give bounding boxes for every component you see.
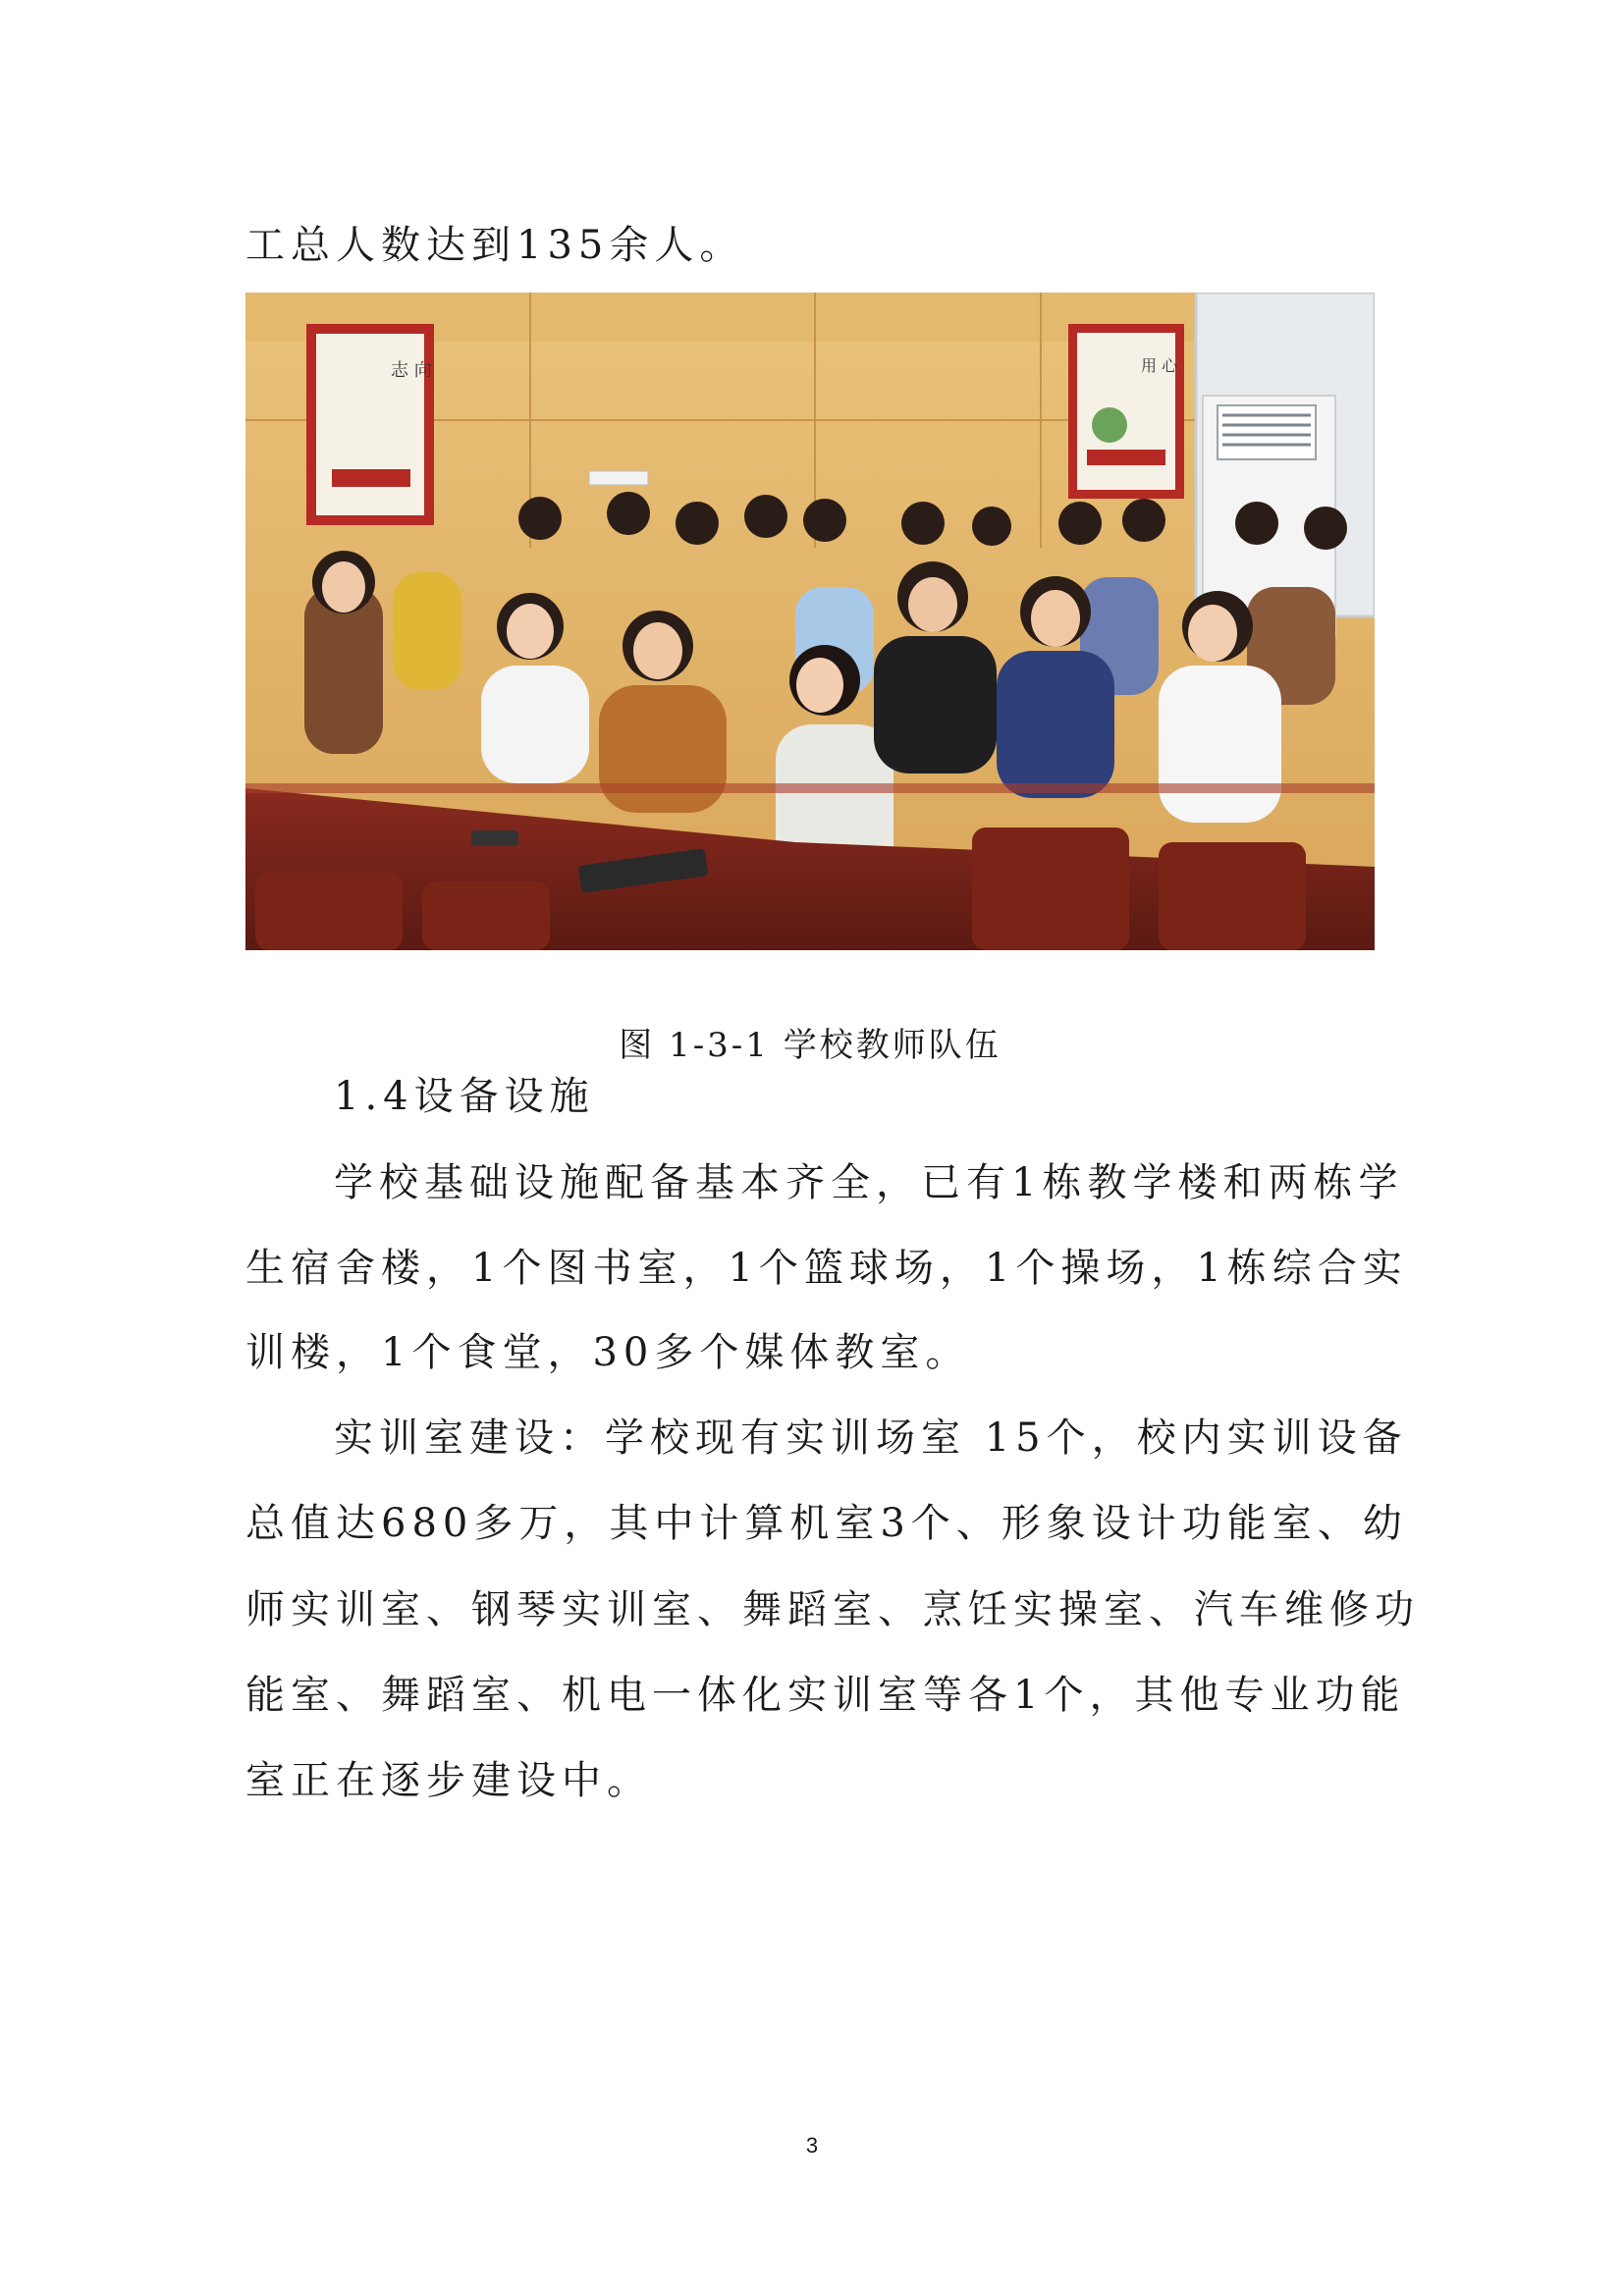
intro-line: 工总人数达到135余人。	[245, 223, 745, 268]
paragraph-line: 训楼，1个食堂，30多个媒体教室。	[245, 1330, 971, 1375]
paragraph-line: 总值达680多万，其中计算机室3个、形象设计功能室、幼	[245, 1501, 1408, 1546]
paragraph-line: 生宿舍楼，1个图书室，1个篮球场，1个操场，1栋综合实	[245, 1246, 1408, 1291]
paragraph-line: 师实训室、钢琴实训室、舞蹈室、烹饪实操室、汽车维修功	[245, 1587, 1420, 1632]
figure-caption: 图 1-3-1 学校教师队伍	[619, 1026, 1001, 1065]
paragraph-line: 学校基础设施配备基本齐全，已有1栋教学楼和两栋学	[334, 1160, 1404, 1205]
teacher-team-photo	[245, 293, 1375, 950]
poster-right-text: 用 心	[1141, 356, 1178, 375]
paragraph-line: 室正在逐步建设中。	[245, 1758, 652, 1803]
paragraph-line: 能室、舞蹈室、机电一体化实训室等各1个，其他专业功能	[245, 1673, 1406, 1718]
paragraph-line: 实训室建设：学校现有实训场室 15个，校内实训设备	[334, 1415, 1408, 1461]
section-heading: 1.4设备设施	[334, 1074, 595, 1119]
page-number: 3	[805, 2133, 819, 2158]
poster-left-text: 志 向	[391, 360, 432, 381]
photo-illustration	[245, 293, 1375, 950]
